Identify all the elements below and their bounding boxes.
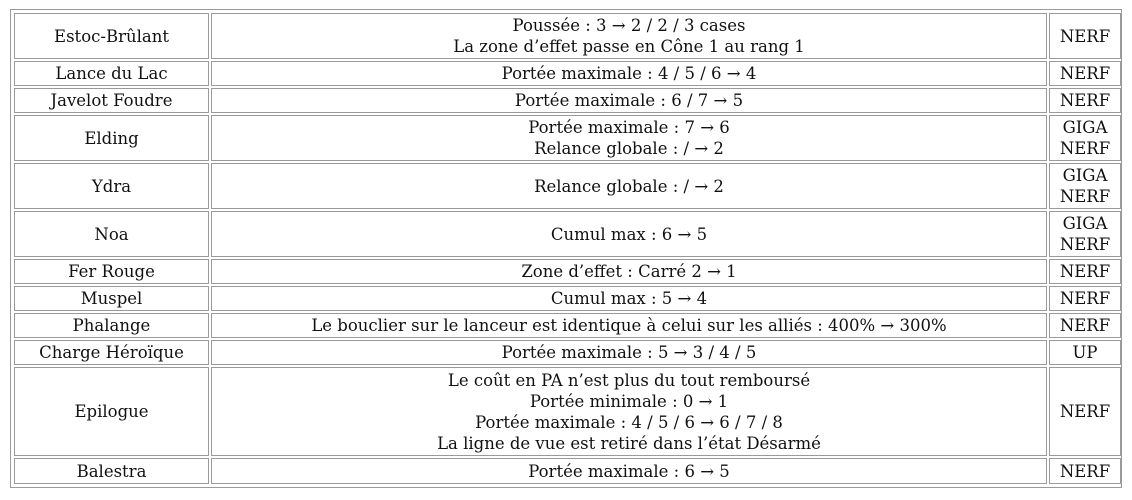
spell-change-cell [211, 313, 1047, 338]
change-line: Cumul max : 6 → 5 [550, 224, 708, 244]
change-line: Portée maximale : 4 / 5 / 6 → 6 / 7 / 8 [475, 412, 783, 432]
spell-name-cell: Epilogue [14, 367, 209, 456]
change-type-label: GIGA [1062, 166, 1108, 185]
change-line: Le bouclier sur le lanceur est identique à celui sur les alliés : 400% → 300% [311, 316, 947, 335]
table-row [14, 13, 1121, 59]
table-row [14, 458, 1121, 484]
spell-name-cell: Lance du Lac [14, 61, 209, 86]
change-type-label: GIGA [1062, 214, 1108, 233]
spell-name-cell: Noa [14, 211, 209, 257]
spell-name-cell: Balestra [14, 458, 209, 484]
change-line: Portée maximale : 4 / 5 / 6 → 4 [501, 64, 757, 83]
change-line: Relance globale : / → 2 [534, 176, 724, 196]
spell-change-cell [211, 458, 1047, 484]
change-type-label: NERF [1059, 64, 1111, 83]
change-type-cell [1049, 286, 1121, 311]
change-type-label: NERF [1059, 316, 1111, 335]
change-type-label: NERF [1059, 262, 1111, 281]
spell-name-cell: Estoc-Brûlant [14, 13, 209, 59]
table-row [14, 211, 1121, 257]
spell-name-cell: Fer Rouge [14, 259, 209, 284]
table-row [14, 163, 1121, 209]
change-line: Poussée : 3 → 2 / 2 / 3 cases [512, 16, 746, 35]
spell-change-cell [211, 13, 1047, 59]
change-line: La zone d’effet passe en Cône 1 au rang 1 [453, 37, 805, 56]
change-type-label: NERF [1059, 235, 1111, 254]
change-type-label: NERF [1059, 461, 1111, 481]
change-line: La ligne de vue est retiré dans l’état Désarmé [437, 433, 821, 453]
change-type-cell [1049, 259, 1121, 284]
change-type-label: NERF [1059, 26, 1111, 46]
spell-changes-table-body [14, 13, 1121, 484]
change-type-cell [1049, 61, 1121, 86]
spell-name-cell: Phalange [14, 313, 209, 338]
change-line: Le coût en PA n’est plus du tout remboursé [447, 370, 811, 390]
change-type-label: NERF [1059, 91, 1111, 110]
table-row [14, 367, 1121, 456]
change-type-cell [1049, 163, 1121, 209]
spell-name-cell: Javelot Foudre [14, 88, 209, 113]
change-type-cell [1049, 13, 1121, 59]
spell-change-cell [211, 88, 1047, 113]
change-line: Zone d’effet : Carré 2 → 1 [521, 262, 737, 281]
table-row [14, 286, 1121, 311]
spell-change-cell [211, 367, 1047, 456]
change-line: Relance globale : / → 2 [534, 139, 724, 158]
change-type-cell [1049, 458, 1121, 484]
table-row [14, 115, 1121, 161]
spell-change-cell [211, 259, 1047, 284]
table-row [14, 313, 1121, 338]
change-line: Portée maximale : 6 / 7 → 5 [514, 91, 744, 110]
change-type-cell [1049, 115, 1121, 161]
change-line: Cumul max : 5 → 4 [550, 289, 708, 308]
spell-change-cell [211, 286, 1047, 311]
spell-change-cell [211, 340, 1047, 365]
change-type-cell [1049, 367, 1121, 456]
change-line: Portée maximale : 6 → 5 [528, 461, 730, 481]
change-type-cell [1049, 340, 1121, 365]
change-type-label: NERF [1059, 139, 1111, 158]
table-row [14, 340, 1121, 365]
spell-changes-table [12, 11, 1123, 486]
change-type-cell [1049, 313, 1121, 338]
change-line: Portée minimale : 0 → 1 [529, 391, 729, 411]
change-type-label: UP [1072, 343, 1098, 362]
table-row [14, 259, 1121, 284]
change-type-cell [1049, 211, 1121, 257]
spell-change-cell [211, 211, 1047, 257]
change-line: Portée maximale : 7 → 6 [528, 118, 730, 137]
table-row [14, 88, 1121, 113]
change-type-label: GIGA [1062, 118, 1108, 137]
change-line: Portée maximale : 5 → 3 / 4 / 5 [501, 343, 757, 362]
change-type-cell [1049, 88, 1121, 113]
spell-name-cell: Elding [14, 115, 209, 161]
spell-name-cell: Ydra [14, 163, 209, 209]
spell-change-cell [211, 61, 1047, 86]
spell-name-cell: Charge Héroïque [14, 340, 209, 365]
spell-name-cell: Muspel [14, 286, 209, 311]
change-type-label: NERF [1059, 187, 1111, 206]
spell-change-cell [211, 163, 1047, 209]
change-type-label: NERF [1059, 289, 1111, 308]
change-type-label: NERF [1059, 402, 1111, 421]
spell-changes-table-frame [10, 9, 1122, 488]
table-row [14, 61, 1121, 86]
spell-change-cell [211, 115, 1047, 161]
